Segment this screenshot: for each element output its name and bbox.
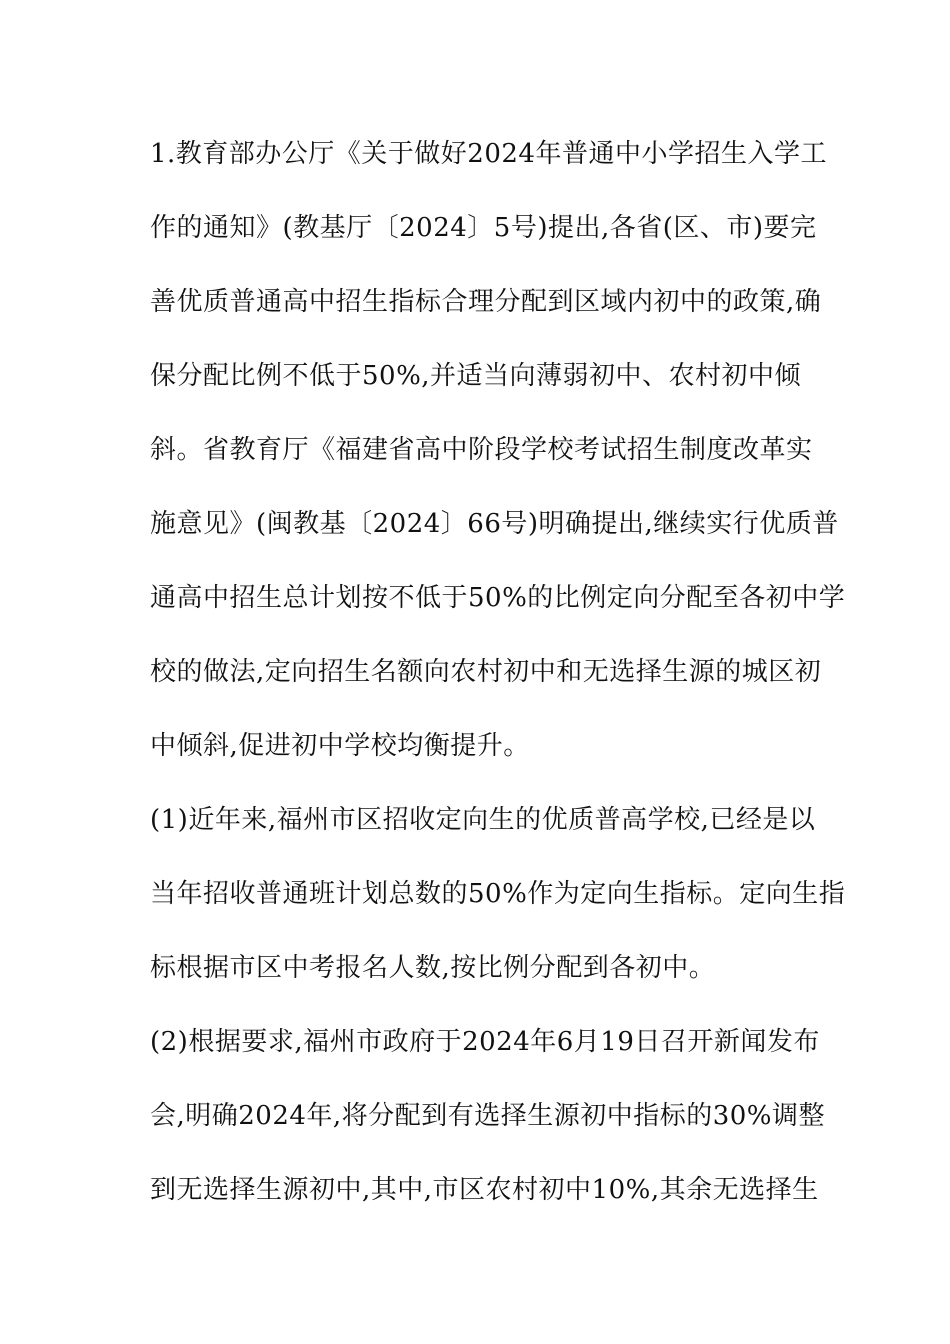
- text-line: 作的通知》(教基厅〔2024〕5号)提出,各省(区、市)要完: [150, 213, 817, 243]
- text-line: 斜。省教育厅《福建省高中阶段学校考试招生制度改革实: [150, 435, 813, 465]
- text-line: 校的做法,定向招生名额向农村初中和无选择生源的城区初: [150, 657, 822, 687]
- text-line: 标根据市区中考报名人数,按比例分配到各初中。: [150, 953, 716, 983]
- text-line: 善优质普通高中招生指标合理分配到区域内初中的政策,确: [150, 287, 822, 317]
- text-line: 中倾斜,促进初中学校均衡提升。: [150, 731, 530, 761]
- text-line: 通高中招生总计划按不低于50%的比例定向分配至各初中学: [150, 583, 846, 613]
- text-line: (2)根据要求,福州市政府于2024年6月19日召开新闻发布: [150, 1027, 820, 1057]
- text-line: 到无选择生源初中,其中,市区农村初中10%,其余无选择生: [150, 1175, 819, 1205]
- text-line: 保分配比例不低于50%,并适当向薄弱初中、农村初中倾: [150, 361, 802, 391]
- text-line: 施意见》(闽教基〔2024〕66号)明确提出,继续实行优质普: [150, 509, 839, 539]
- text-line: (1)近年来,福州市区招收定向生的优质普高学校,已经是以: [150, 805, 816, 835]
- text-line: 会,明确2024年,将分配到有选择生源初中指标的30%调整: [150, 1101, 825, 1131]
- text-line: 当年招收普通班计划总数的50%作为定向生指标。定向生指: [150, 879, 846, 909]
- text-line: 1.教育部办公厅《关于做好2024年普通中小学招生入学工: [150, 139, 827, 169]
